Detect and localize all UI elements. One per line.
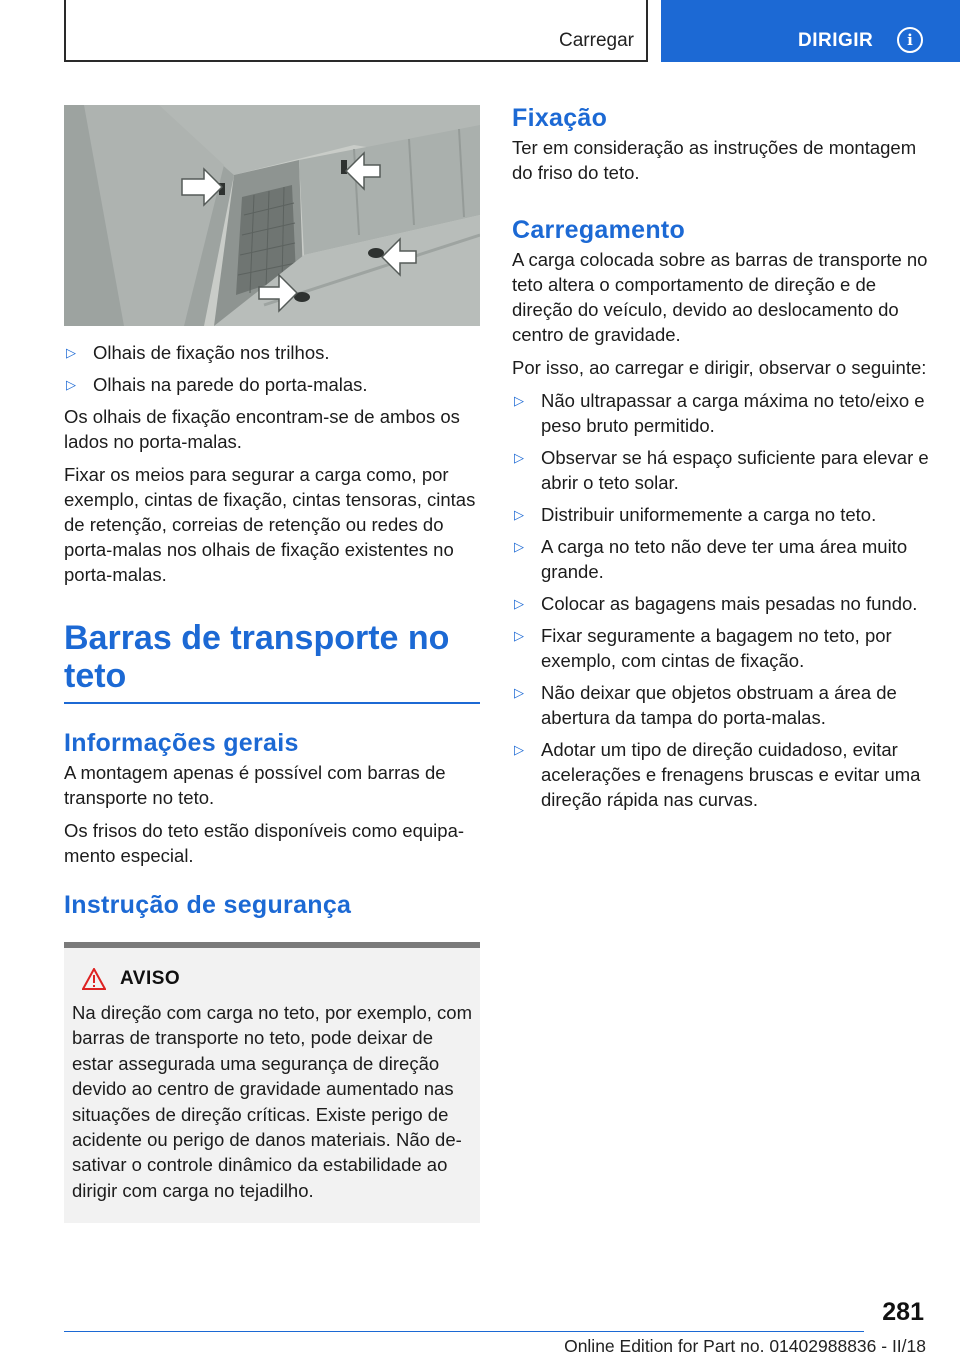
warning-title [82,968,472,990]
triangle-bullet-icon: ▷ [514,628,524,643]
loading-rules-list [512,388,932,812]
section-tab-label: Carregar [559,30,634,51]
list-item: ▷ Fixar seguramente a bagagem no teto, por exemplo, com cintas de fixação. [514,625,892,671]
heading-divider [64,702,480,704]
warning-text: Na direção com carga no teto, por exemplo, com barras de transporte no teto, pode deixar de estar assegurada uma segurança de direção devido ao centro de gravidade aumentado nas situações de direção críticas. Existe perigo de acidente ou perigo de danos materiais. Não desativar o controle dinâmico da estabilidade ao dirigir com carga no tejadilho. [72,1002,472,1201]
triangle-bullet-icon: ▷ [514,507,524,522]
footer-divider [64,1331,864,1332]
paragraph: Por isso, ao carregar e dirigir, observar o seguinte: [512,357,927,378]
edition-note: Online Edition for Part no. 01402988836 - II/18 [564,1336,926,1356]
chapter-tab[interactable] [661,0,960,62]
triangle-bullet-icon: ▷ [66,345,76,360]
chapter-tab-label: DIRIGIR [798,30,874,51]
subsection-heading: Fixação [512,104,608,132]
section-tab[interactable] [64,0,648,62]
paragraph: Os frisos do teto estão disponíveis como equipamento especial. [64,820,465,866]
triangle-bullet-icon: ▷ [514,742,524,757]
list-item: ▷ Olhais de fixação nos trilhos. [66,342,330,363]
list-item: ▷ Adotar um tipo de direção cuidadoso, evitar acelerações e frenagens bruscas e evitar uma direção rápida nas curvas. [514,739,921,810]
list-item: ▷ Olhais na parede do porta-malas. [66,374,368,395]
subsection-heading: Instrução de segurança [64,891,352,919]
list-item: ▷ A carga no teto não deve ter uma área muito grande. [514,536,908,582]
paragraph: A montagem apenas é possível com barras de transporte no teto. [64,762,446,808]
section-heading: Barras de transporte no teto [64,619,450,695]
warning-title-text: AVISO [120,968,181,989]
paragraph: Fixar os meios para segurar a carga como, por exemplo, cintas de fixação, cintas tensoras, cintas de retenção, correias de retenção ou redes do porta-malas nos olhais de fixação existentes no porta-malas. [64,464,476,585]
list-item: ▷ Não ultrapassar a carga máxima no teto/eixo e peso bruto permitido. [514,390,925,436]
triangle-bullet-icon: ▷ [514,596,524,611]
triangle-bullet-icon: ▷ [514,393,524,408]
left-column [64,105,480,1223]
triangle-bullet-icon: ▷ [514,685,524,700]
warning-triangle-icon [82,968,106,990]
paragraph: Ter em consideração as instruções de montagem do friso do teto. [512,137,917,183]
right-column [512,103,932,819]
list-item: ▷ Distribuir uniformemente a carga no teto. [514,504,877,525]
subsection-heading: Carregamento [512,216,686,244]
triangle-bullet-icon: ▷ [66,377,76,392]
paragraph: Os olhais de fixação encontram-se de ambos os lados no porta-malas. [64,406,460,452]
info-icon[interactable]: i [897,27,923,53]
subsection-heading: Informações gerais [64,729,299,757]
fixation-eyes-list [64,340,480,397]
triangle-bullet-icon: ▷ [514,539,524,554]
trunk-figure [64,105,480,326]
list-item: ▷ Observar se há espaço suficiente para elevar e abrir o teto solar. [514,447,929,493]
list-item: ▷ Não deixar que objetos obstruam a área de abertura da tampa do porta-malas. [514,682,897,728]
triangle-bullet-icon: ▷ [514,450,524,465]
warning-box [64,942,480,1223]
page-number: 281 [882,1298,924,1326]
paragraph: A carga colocada sobre as barras de transporte no teto altera o comportamento de direção e de direção do veículo, devido ao deslocamento do centro de gravidade. [512,249,928,345]
list-item: ▷ Colocar as bagagens mais pesadas no fundo. [514,593,918,614]
